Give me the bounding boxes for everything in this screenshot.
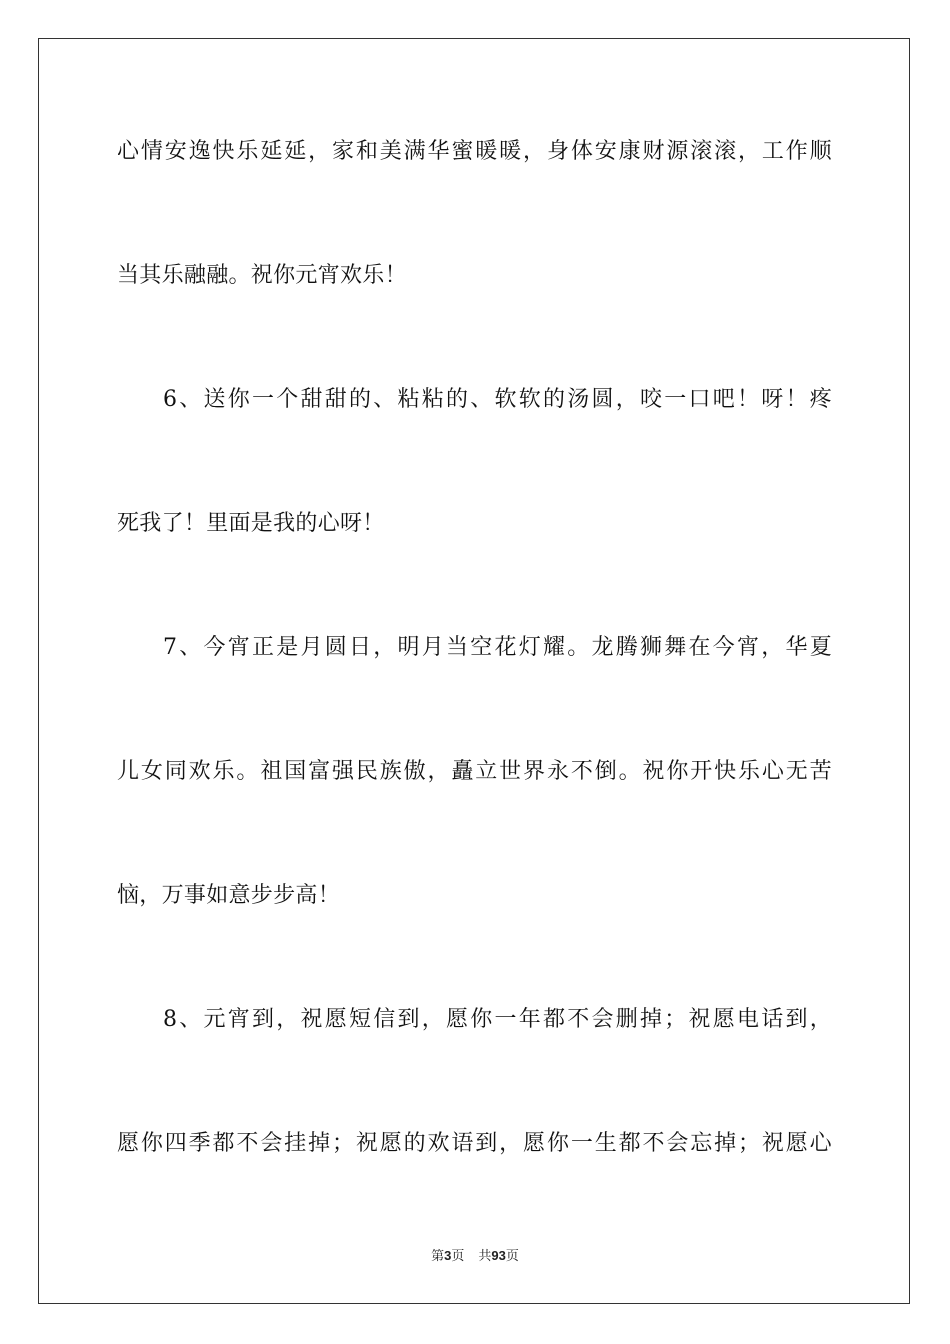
footer-page-suffix: 页 <box>451 1249 465 1264</box>
text-line-1: 心情安逸快乐延延，家和美满华蜜暖暖，身体安康财源滚滚，工作顺 <box>117 139 832 164</box>
footer-page-prefix: 第 <box>431 1249 445 1264</box>
text-line-7: 恼，万事如意步步高！ <box>117 883 341 908</box>
text-line-3: 6、送你一个甜甜的、粘粘的、软软的汤圆，咬一口吧！呀！疼 <box>163 387 832 412</box>
footer-page-current: 3 <box>444 1248 452 1263</box>
footer-total-prefix: 共 <box>478 1249 492 1264</box>
text-line-2: 当其乐融融。祝你元宵欢乐！ <box>117 263 407 288</box>
text-line-4: 死我了！里面是我的心呀！ <box>117 511 385 536</box>
page-border <box>38 38 910 1304</box>
page-footer <box>0 1247 950 1266</box>
text-line-8: 8、元宵到，祝愿短信到，愿你一年都不会删掉；祝愿电话到， <box>163 1007 832 1032</box>
text-line-6: 儿女同欢乐。祖国富强民族傲，矗立世界永不倒。祝你开快乐心无苦 <box>117 759 832 784</box>
text-line-5: 7、今宵正是月圆日，明月当空花灯耀。龙腾狮舞在今宵，华夏 <box>163 635 832 660</box>
footer-page-total: 93 <box>491 1248 506 1263</box>
footer-total-suffix: 页 <box>505 1249 519 1264</box>
text-line-9: 愿你四季都不会挂掉；祝愿的欢语到，愿你一生都不会忘掉；祝愿心 <box>117 1131 832 1156</box>
